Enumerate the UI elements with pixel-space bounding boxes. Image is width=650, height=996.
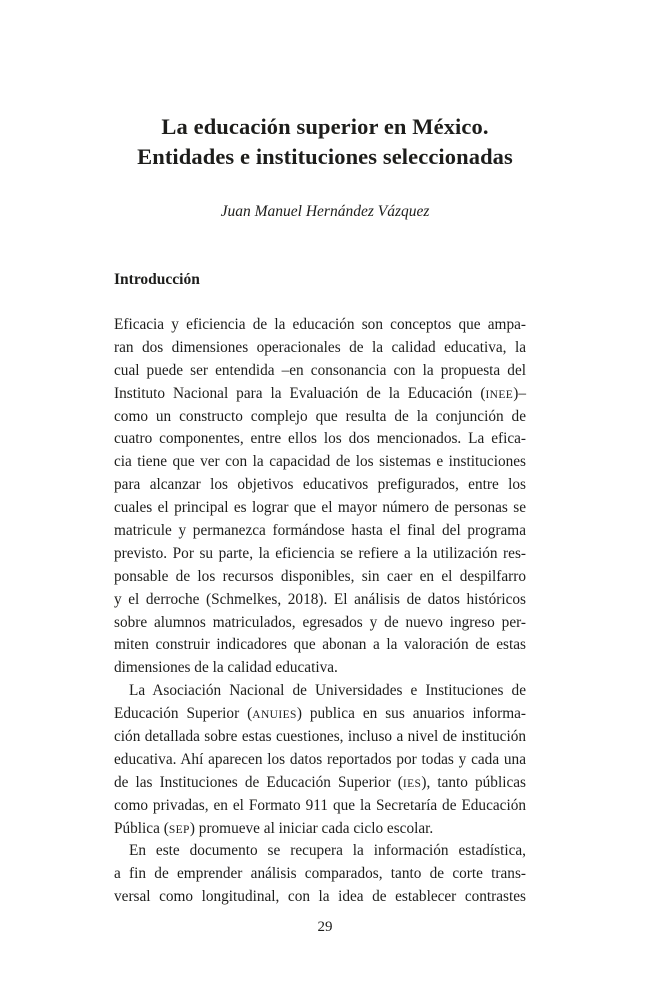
acronym: INEE [485, 388, 514, 401]
body-line: previsto. Por su parte, la eficiencia se refiere a la utilización res- [114, 544, 526, 562]
body-line: La Asociación Nacional de Universidades e Instituciones de [129, 682, 526, 700]
author-name: Juan Manuel Hernández Vázquez [220, 203, 430, 220]
body-line: versal como longitudinal, con la idea de establecer contrastes [114, 888, 526, 906]
body-line: Educación Superior (ANUIES) publica en sus anuarios informa- [114, 705, 526, 723]
body-line: ran dos dimensiones operacionales de la calidad educativa, la [114, 338, 526, 356]
body-line: cual puede ser entendida –en consonancia con la propuesta del [114, 361, 526, 379]
acronym: ANUIES [252, 709, 297, 722]
body-line: En este documento se recupera la información estadística, [129, 842, 526, 860]
body-line: a fin de emprender análisis comparados, tanto de corte trans- [114, 865, 526, 883]
page-number: 29 [317, 919, 333, 935]
body-line: cuatro componentes, entre ellos los dos mencionados. La efica- [114, 430, 526, 448]
body-line: ción detallada sobre estas cuestiones, incluso a nivel de institución [114, 728, 526, 746]
body-line: Pública (SEP) promueve al iniciar cada ciclo escolar. [114, 819, 434, 837]
body-line: matricule y permanezca formándose hasta el final del programa [114, 522, 526, 540]
body-line: educativa. Ahí aparecen los datos reportados por todas y cada una [114, 750, 526, 768]
body-line: y el derroche (Schmelkes, 2018). El análisis de datos históricos [114, 590, 526, 608]
chapter-title-line-1: La educación superior en México. [161, 114, 489, 139]
body-text [114, 314, 526, 909]
body-line: Instituto Nacional para la Evaluación de la Educación (INEE)– [114, 384, 526, 402]
acronym: IES [402, 777, 422, 790]
body-line: cia tiene que ver con la capacidad de los sistemas e instituciones [114, 453, 526, 471]
body-line: para alcanzar los objetivos educativos prefigurados, entre los [114, 476, 526, 494]
body-line: cuales el principal es lograr que el mayor número de personas se [114, 499, 526, 517]
section-heading: Introducción [114, 271, 200, 288]
body-line: sobre alumnos matriculados, egresados y de nuevo ingreso per- [114, 613, 526, 631]
body-line: como un constructo complejo que resulta de la conjunción de [114, 407, 526, 425]
body-line: como privadas, en el Formato 911 que la Secretaría de Educación [114, 796, 526, 814]
acronym: SEP [168, 823, 190, 836]
body-line: ponsable de los recursos disponibles, sin caer en el despilfarro [114, 567, 526, 585]
body-line: miten construir indicadores que abonan a la valoración de estas [114, 636, 526, 654]
body-line: Eficacia y eficiencia de la educación son conceptos que ampa- [114, 316, 526, 333]
body-line: de las Instituciones de Educación Superior (IES), tanto públicas [114, 773, 526, 791]
chapter-title [0, 112, 650, 172]
body-line: dimensiones de la calidad educativa. [114, 659, 338, 677]
chapter-title-line-2: Entidades e instituciones seleccionadas [137, 144, 513, 169]
